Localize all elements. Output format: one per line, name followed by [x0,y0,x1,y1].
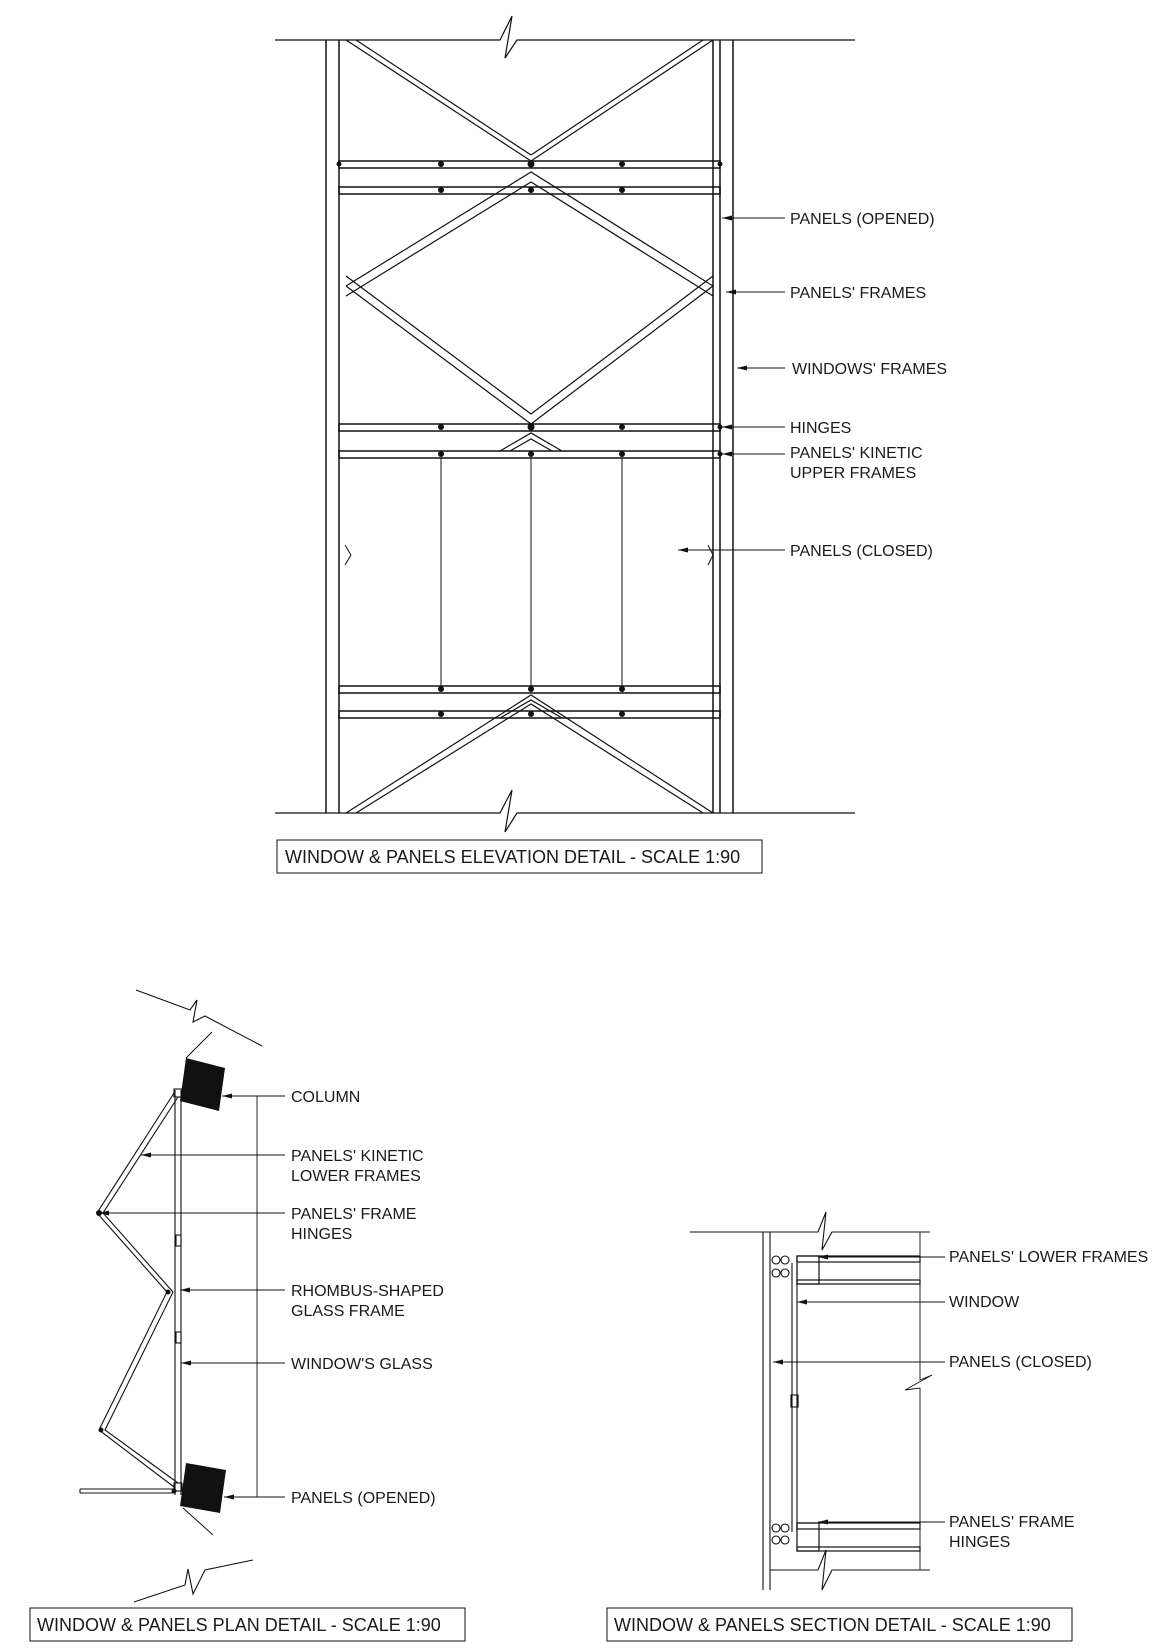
elevation-panels-opened [346,172,713,451]
label-section-frame-hinges-line2: HINGES [949,1534,1011,1551]
section-title: WINDOW & PANELS SECTION DETAIL - SCALE 1:90 [614,1615,1051,1635]
section-wall [763,1232,798,1590]
label-frame-hinges-line1: PANELS' FRAME [291,1206,417,1223]
elevation-title: WINDOW & PANELS ELEVATION DETAIL - SCALE 1:90 [285,847,741,867]
label-section-frame-hinges-line1: PANELS' FRAME [949,1514,1075,1531]
label-kinetic-upper-line2: UPPER FRAMES [790,465,917,482]
label-windows-glass: WINDOW'S GLASS [291,1356,433,1373]
label-section-lower-frames: PANELS' LOWER FRAMES [949,1249,1149,1266]
label-plan-panels-opened: PANELS (OPENED) [291,1490,436,1507]
label-kinetic-lower-line2: LOWER FRAMES [291,1168,421,1185]
plan-columns [180,1032,226,1535]
plan-title: WINDOW & PANELS PLAN DETAIL - SCALE 1:90 [37,1615,441,1635]
label-rhombus-line2: GLASS FRAME [291,1303,405,1320]
section-detail [607,1212,1148,1641]
label-kinetic-upper-line1: PANELS' KINETIC [790,445,923,462]
section-frames [797,1256,920,1551]
label-rhombus-line1: RHOMBUS-SHAPED [291,1283,444,1300]
label-section-window: WINDOW [949,1294,1020,1311]
label-panels-frames: PANELS' FRAMES [790,285,927,302]
label-section-panels-closed: PANELS (CLOSED) [949,1354,1092,1371]
label-windows-frames: WINDOWS' FRAMES [792,361,948,378]
elevation-detail [275,16,947,873]
label-kinetic-lower-line1: PANELS' KINETIC [291,1148,424,1165]
elevation-leaders [678,218,785,550]
label-column: COLUMN [291,1089,361,1106]
plan-zigzag-panels [80,1093,178,1493]
plan-window-glass [174,1089,182,1495]
label-panels-opened: PANELS (OPENED) [790,211,935,228]
elevation-hinge-dots [337,161,723,718]
label-frame-hinges-line2: HINGES [291,1226,353,1243]
section-break-lines [690,1212,930,1590]
plan-hinge-dots [96,1210,177,1494]
elevation-panels-top [346,40,713,161]
label-panels-closed: PANELS (CLOSED) [790,543,933,560]
section-dimension [905,1232,932,1570]
plan-arrowheads [99,1094,234,1500]
section-arrowheads [773,1255,828,1525]
section-hinges [772,1256,789,1544]
label-hinges: HINGES [790,420,852,437]
plan-detail [30,990,465,1641]
section-leaders [773,1257,945,1522]
elevation-panels-closed [345,458,713,686]
